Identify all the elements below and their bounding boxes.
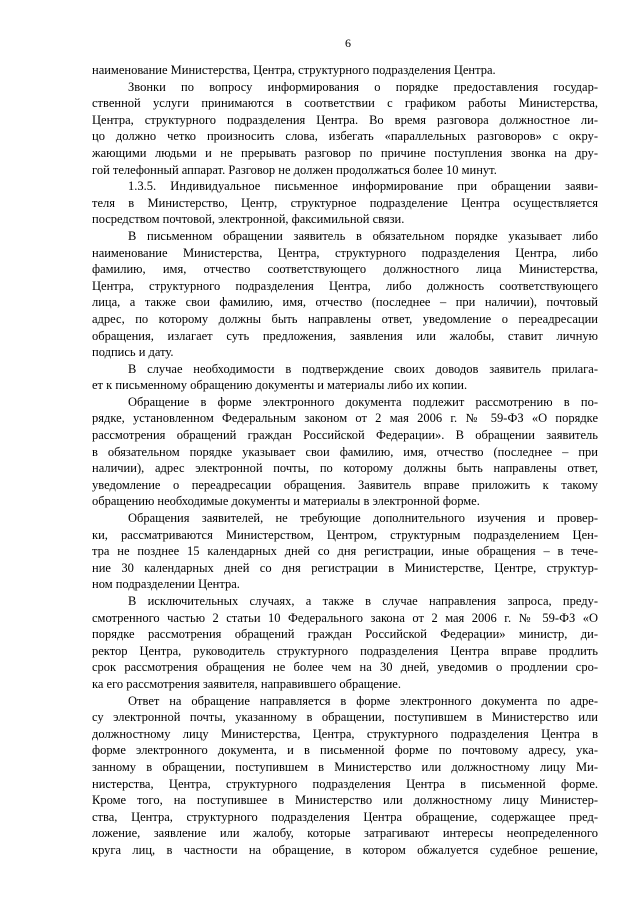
text-line: Центра, структурного подразделения Центра, либо должность соответствующего [92,278,598,293]
text-line: 1.3.5. Индивидуальное письменное информирование при обращении заяви- [128,179,598,194]
text-line: ние 30 календарных дней со дня регистрации в Министерстве, Центре, структур- [92,560,598,575]
text-line: обращению необходимые документы и материалы в электронной форме. [92,494,480,509]
text-line: рассмотрения обращений граждан Российской Федерации». В обращении заявитель [92,428,598,443]
text-line: в обязательном порядке указывает свои фамилию, имя, отчество (последнее – при [92,444,598,459]
text-line: уведомление о переадресации обращения. Заявитель вправе приложить к такому [92,477,598,492]
text-line: ственной услуги принимаются в соответствии с графиком работы Министерства, [92,96,598,111]
text-line: обращения, излагает суть предложения, заявления или жалобы, ставит личную [92,328,598,343]
text-line: ном подразделении Центра. [92,577,240,592]
text-line: адрес, по которому должны быть направлены ответ, уведомление о переадресации [92,311,598,326]
text-line: рядке, установленном Федеральным законом от 2 мая 2006 г. № 59-ФЗ «О порядке [92,411,598,426]
text-line: ства, Центра, структурного подразделения Центра обращение, содержащее пред- [92,809,598,824]
page-number: 6 [345,36,351,50]
text-line: Звонки по вопросу информирования о порядке предоставления государ- [128,79,598,94]
text-line: порядке рассмотрения обращений граждан Российской Федерации» министр, ди- [92,627,598,642]
text-line: подпись и дату. [92,345,174,360]
text-line: Центра, структурного подразделения Центра. Во время разговора должностное ли- [92,112,598,127]
text-line: Ответ на обращение направляется в форме электронного документа по адре- [128,693,598,708]
text-line: цо должно четко произносить слова, избегать «параллельных разговоров» с окру- [92,129,598,144]
text-line: теля в Министерство, Центр, структурное подразделение Центра осуществляется [92,195,598,210]
text-line: ложение, заявление или жалобу, которые затрагивают интересы неопределенного [92,826,598,841]
text-line: лица, а также свои фамилию, имя, отчество (последнее – при наличии), почтовый [92,295,598,310]
text-line: фамилию, имя, отчество соответствующего должностного лица Министерства, [92,262,598,277]
text-line: ректор Центра, руководитель структурного подразделения Центра вправе продлить [92,643,598,658]
text-line: Обращения заявителей, не требующие дополнительного изучения и провер- [128,511,598,526]
text-line: форме электронного документа, и в письменной форме по почтовому адресу, ука- [92,743,598,758]
text-line: наличии), адрес электронной почты, по которому должны быть направлены ответ, [92,461,598,476]
text-line: занному в обращении, поступившем в Министерство или должностному лицу Ми- [92,759,598,774]
text-line: круга лиц, в частности на обращение, в котором обжалуется судебное решение, [92,842,598,857]
text-line: наименование Министерства, Центра, структурного подразделения Центра, либо [92,245,598,260]
text-line: тра не позднее 15 календарных дней со дня регистрации, иные обращения – в тече- [92,544,598,559]
text-line: В письменном обращении заявитель в обязательном порядке указывает либо [128,228,598,243]
text-line: должностному лицу Министерства, Центра, структурного подразделения Центра в [92,726,598,741]
body-text [92,62,598,859]
text-line: срок рассмотрения обращения не более чем на 30 дней, уведомив о продлении сро- [92,660,598,675]
text-line: ет к письменному обращению документы и материалы либо их копии. [92,378,468,393]
text-line: посредством почтовой, электронной, факсимильной связи. [92,212,405,227]
text-line: В исключительных случаях, а также в случае направления запроса, преду- [128,594,598,608]
text-line: смотренного частью 2 статьи 10 Федерального закона от 2 мая 2006 г. № 59-ФЗ «О [92,610,598,625]
text-line: Кроме того, на поступившее в Министерство или должностному лицу Министер- [92,793,598,808]
text-line: нистерства, Центра, структурного подразделения Центра в письменной форме. [92,776,598,791]
text-line: наименование Министерства, Центра, структурного подразделения Центра. [92,63,496,77]
text-line: В случае необходимости в подтверждение своих доводов заявитель прилага- [128,361,598,376]
text-line: ки, рассматриваются Министерством, Центром, структурным подразделением Цен- [92,527,598,542]
text-line: гой телефонный аппарат. Разговор не должен продолжаться более 10 минут. [92,162,497,177]
text-line: су электронной почты, указанному в обращении, поступившем в Министерство или [92,710,598,725]
text-line: ка его рассмотрения заявителя, направившего обращение. [92,676,401,691]
text-line: жающими людьми и не прерывать разговор по причине поступления звонка на дру- [92,145,598,160]
text-line: Обращение в форме электронного документа подлежит рассмотрению в по- [128,394,598,409]
